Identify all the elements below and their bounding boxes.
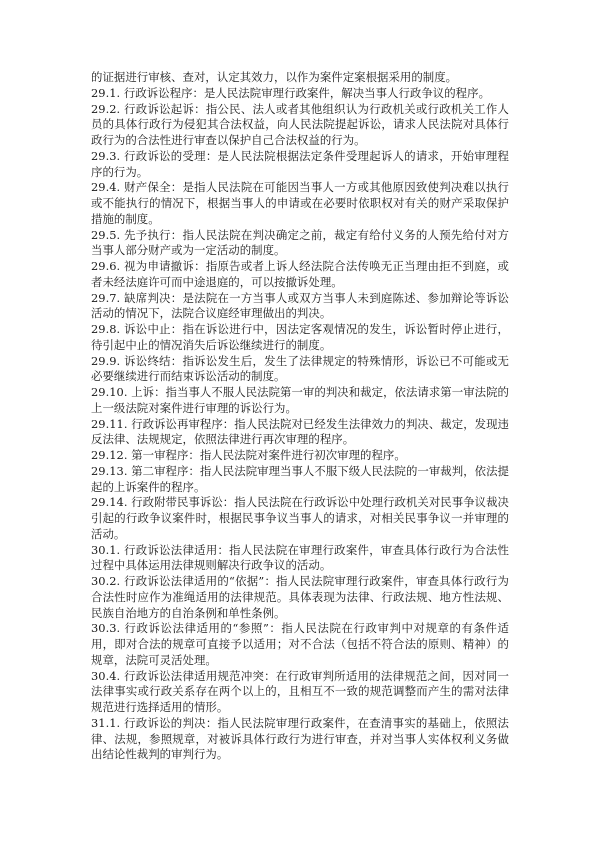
paragraph-29-1: 29.1. 行政诉讼程序：是人民法院审理行政案件，解决当事人行政争议的程序。 xyxy=(91,85,491,100)
paragraph-29-10: 29.10. 上诉：指当事人不服人民法院第一审的判决和裁定，依法请求第一审法院的上一级法院对案件进行审理的诉讼行为。 xyxy=(91,385,509,415)
paragraph-30-4: 30.4. 行政诉讼法律适用规范冲突：在行政审判所适用的法律规范之间，因对同一法律事实或行政关系存在两个以上的，且相互不一致的规范调整而产生的需对法律规范进行选择适用的情形。 xyxy=(91,668,509,714)
document-body xyxy=(91,70,509,763)
paragraph-30-1: 30.1. 行政诉讼法律适用：指人民法院在审理行政案件，审查具体行政行为合法性过程中具体运用法律规则解决行政争议的活动。 xyxy=(91,542,509,573)
paragraph-29-5: 29.5. 先予执行：指人民法院在判决确定之前，裁定有给付义务的人预先给付对方当事人部分财产或为一定活动的制度。 xyxy=(91,227,509,258)
paragraph-continuation: 的证据进行审核、查对，认定其效力，以作为案件定案根据采用的制度。 xyxy=(91,70,458,84)
paragraph-30-2: 30.2. 行政诉讼法律适用的“依据”：指人民法院审理行政案件，审查具体行政行为合法性时应作为准绳适用的法律规范。具体表现为法律、行政法规、地方性法规、民族自治地方的自治条例和单性条例。 xyxy=(91,574,509,620)
paragraph-29-9: 29.9. 诉讼终结：指诉讼发生后，发生了法律规定的特殊情形，诉讼已不可能或无必要继续进行而结束诉讼活动的制度。 xyxy=(91,353,509,384)
paragraph-29-13: 29.13. 第二审程序：指人民法院审理当事人不服下级人民法院的一审裁判，依法提起的上诉案件的程序。 xyxy=(91,463,509,494)
paragraph-29-4: 29.4. 财产保全：是指人民法院在可能因当事人一方或其他原因致使判决难以执行或不能执行的情况下，根据当事人的申请或在必要时依职权对有关的财产采取保护措施的制度。 xyxy=(91,180,509,226)
paragraph-29-6: 29.6. 视为申请撤诉：指原告或者上诉人经法院合法传唤无正当理由拒不到庭，或者未经法庭许可而中途退庭的，可以按撤诉处理。 xyxy=(91,259,509,289)
paragraph-29-7: 29.7. 缺席判决：是法院在一方当事人或双方当事人未到庭陈述、参加辩论等诉讼活动的情况下，法院合议庭经审理做出的判决。 xyxy=(91,290,509,321)
paragraph-29-3: 29.3. 行政诉讼的受理：是人民法院根据法定条件受理起诉人的请求，开始审理程序的行为。 xyxy=(91,148,509,179)
paragraph-30-3: 30.3. 行政诉讼法律适用的“参照”：指人民法院在行政审判中对规章的有条件适用，即对合法的规章可直接予以适用；对不合法（包括不符合法的原则、精神）的规章，法院可灵活处理。 xyxy=(91,621,509,667)
paragraph-29-12: 29.12. 第一审程序：指人民法院对案件进行初次审理的程序。 xyxy=(91,448,406,462)
paragraph-31-1: 31.1. 行政诉讼的判决：指人民法院审理行政案件，在查清事实的基础上，依照法律、法规，参照规章，对被诉具体行政行为进行审查，并对当事人实体权利义务做出结论性裁判的审判行为。 xyxy=(91,715,509,762)
paragraph-29-14: 29.14. 行政附带民事诉讼：指人民法院在行政诉讼中处理行政机关对民事争议裁决引起的行政争议案件时，根据民事争议当事人的请求，对相关民事争议一并审理的活动。 xyxy=(91,495,509,541)
paragraph-29-11: 29.11. 行政诉讼再审程序：指人民法院对已经发生法律效力的判决、裁定，发现违反法律、法规规定，依照法律进行再次审理的程序。 xyxy=(91,416,509,447)
paragraph-29-8: 29.8. 诉讼中止：指在诉讼进行中，因法定客观情况的发生，诉讼暂时停止进行，待引起中止的情况消失后诉讼继续进行的制度。 xyxy=(91,322,509,352)
paragraph-29-2: 29.2. 行政诉讼起诉：指公民、法人或者其他组织认为行政机关或行政机关工作人员的具体行政行为侵犯其合法权益，向人民法院提起诉讼，请求人民法院对具体行政行为的合法性进行审查以保护自己合法权益的行为。 xyxy=(91,101,509,147)
